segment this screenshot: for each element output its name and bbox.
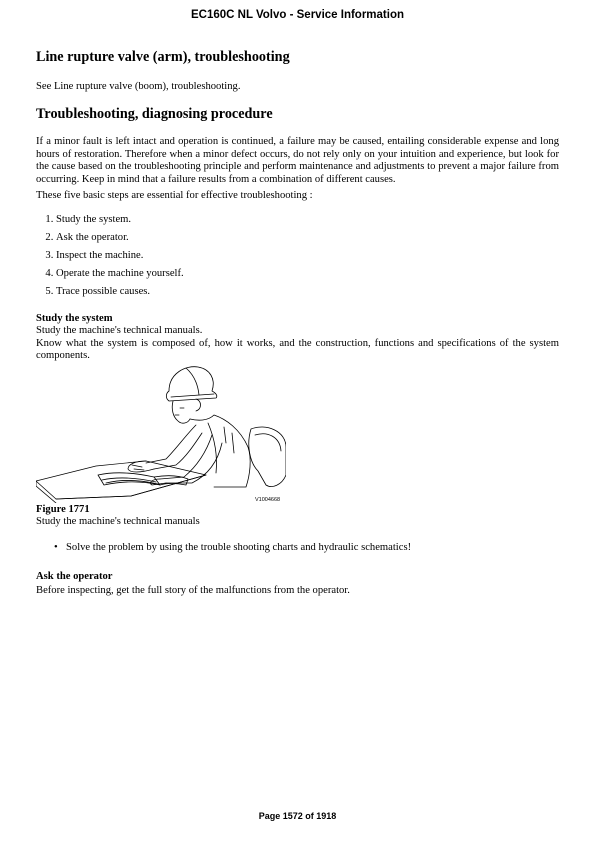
page-content	[36, 48, 559, 597]
list-item: 3. Inspect the machine.	[56, 250, 559, 262]
bullet-list	[36, 542, 559, 554]
list-item: 4. Operate the machine yourself.	[56, 268, 559, 280]
study-line-2: Know what the system is composed of, how it works, and the construction, functions and specifications of the system components.	[36, 337, 559, 362]
subsection-title-ask: Ask the operator	[36, 571, 113, 583]
intro-paragraph: If a minor fault is left intact and operation is continued, a failure may be caused, entailing considerable expense and long hours of restoration. Therefore when a minor defect occurs, do not rely only on your intuition and experience, but look for the cause based on the troubleshooting principle and perform maintenance and adjustments to prevent a major failure from occurring. Keep in mind that a failure results from a combination of different causes.	[36, 136, 559, 185]
list-item: 2. Ask the operator.	[56, 232, 559, 244]
list-item: 5. Trace possible causes.	[56, 286, 559, 298]
steps-list	[36, 214, 559, 298]
bullet-icon: •	[54, 542, 58, 554]
page-footer: Page 1572 of 1918	[258, 811, 337, 821]
see-also-text: See Line rupture valve (boom), troubleshooting.	[36, 81, 241, 92]
page-header: EC160C NL Volvo - Service Information	[190, 9, 405, 21]
figure-label: Figure 1771	[36, 503, 90, 515]
figure-id: V1004668	[255, 496, 281, 503]
steps-intro: These five basic steps are essential for effective troubleshooting :	[36, 190, 313, 202]
worker-reading-manual-illustration	[36, 363, 286, 503]
study-line-1: Study the machine's technical manuals.	[36, 325, 203, 337]
list-item	[54, 542, 559, 554]
bullet-text: Solve the problem by using the trouble shooting charts and hydraulic schematics!	[66, 542, 412, 554]
subsection-title-study: Study the system	[36, 313, 113, 325]
figure-illustration	[36, 363, 286, 503]
section-title-line-rupture: Line rupture valve (arm), troubleshooting	[36, 49, 290, 65]
ask-text: Before inspecting, get the full story of the malfunctions from the operator.	[36, 585, 350, 597]
list-item: 1. Study the system.	[56, 214, 559, 226]
figure-caption: Study the machine's technical manuals	[36, 515, 200, 527]
section-title-troubleshooting: Troubleshooting, diagnosing procedure	[36, 106, 273, 123]
